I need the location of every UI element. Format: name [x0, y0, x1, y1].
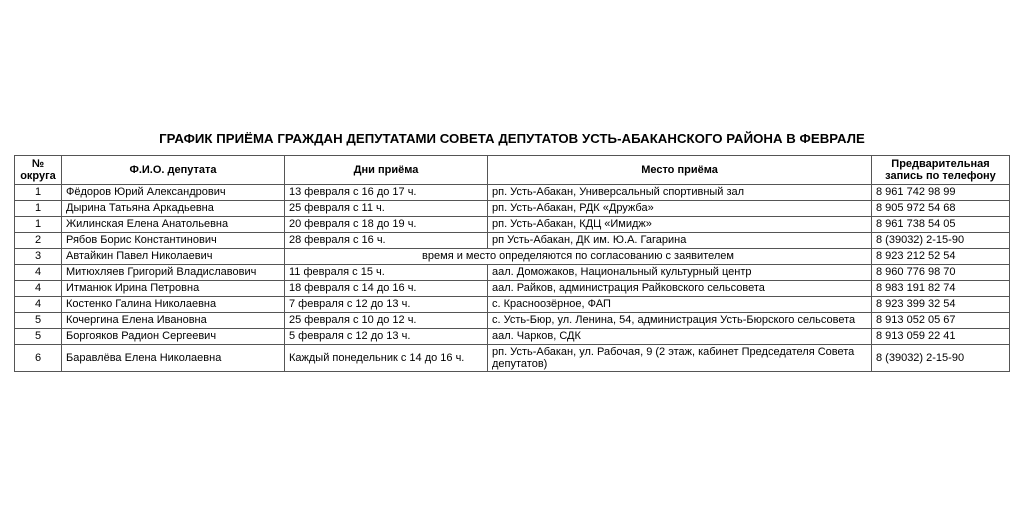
reception-place-cell: рп. Усть-Абакан, РДК «Дружба»: [488, 201, 872, 217]
table-row: [15, 201, 1010, 217]
phone-cell: 8 961 738 54 05: [872, 217, 1010, 233]
phone-cell: 8 (39032) 2-15-90: [872, 233, 1010, 249]
reception-days-cell: 25 февраля с 10 до 12 ч.: [285, 313, 488, 329]
deputy-name-cell: Жилинская Елена Анатольевна: [62, 217, 285, 233]
header-deputy-name: Ф.И.О. депутата: [62, 156, 285, 185]
header-reception-place: Место приёма: [488, 156, 872, 185]
district-number-cell: 4: [15, 281, 62, 297]
phone-cell: 8 983 191 82 74: [872, 281, 1010, 297]
table-row: [15, 313, 1010, 329]
phone-cell: 8 923 399 32 54: [872, 297, 1010, 313]
deputy-name-cell: Автайкин Павел Николаевич: [62, 249, 285, 265]
district-number-cell: 6: [15, 345, 62, 372]
reception-place-cell: с. Усть-Бюр, ул. Ленина, 54, администрация Усть-Бюрского сельсовета: [488, 313, 872, 329]
table-row: [15, 265, 1010, 281]
district-number-cell: 2: [15, 233, 62, 249]
reception-place-cell: рп Усть-Абакан, ДК им. Ю.А. Гагарина: [488, 233, 872, 249]
reception-days-cell: 25 февраля с 11 ч.: [285, 201, 488, 217]
table-row: [15, 217, 1010, 233]
reception-place-cell: рп. Усть-Абакан, Универсальный спортивный зал: [488, 185, 872, 201]
reception-days-cell: 18 февраля с 14 до 16 ч.: [285, 281, 488, 297]
deputy-name-cell: Костенко Галина Николаевна: [62, 297, 285, 313]
reception-place-cell: рп. Усть-Абакан, КДЦ «Имидж»: [488, 217, 872, 233]
table-header-row: [15, 156, 1010, 185]
deputy-name-cell: Фёдоров Юрий Александрович: [62, 185, 285, 201]
table-row: [15, 345, 1010, 372]
district-number-cell: 1: [15, 185, 62, 201]
district-number-cell: 5: [15, 313, 62, 329]
phone-cell: 8 (39032) 2-15-90: [872, 345, 1010, 372]
reception-days-cell: 13 февраля с 16 до 17 ч.: [285, 185, 488, 201]
deputy-name-cell: Митюхляев Григорий Владиславович: [62, 265, 285, 281]
reception-days-cell: 28 февраля с 16 ч.: [285, 233, 488, 249]
header-reception-days: Дни приёма: [285, 156, 488, 185]
table-row: [15, 185, 1010, 201]
reception-days-cell: 20 февраля с 18 до 19 ч.: [285, 217, 488, 233]
deputy-name-cell: Баравлёва Елена Николаевна: [62, 345, 285, 372]
deputy-name-cell: Дырина Татьяна Аркадьевна: [62, 201, 285, 217]
phone-cell: 8 905 972 54 68: [872, 201, 1010, 217]
document-title: ГРАФИК ПРИЁМА ГРАЖДАН ДЕПУТАТАМИ СОВЕТА ДЕПУТАТОВ УСТЬ-АБАКАНСКОГО РАЙОНА В ФЕВРАЛЕ: [159, 131, 865, 146]
district-number-cell: 3: [15, 249, 62, 265]
table-row: [15, 281, 1010, 297]
by-agreement-note-cell: время и место определяются по согласованию с заявителем: [285, 249, 872, 265]
reception-place-cell: аал. Райков, администрация Райковского сельсовета: [488, 281, 872, 297]
table-row: [15, 329, 1010, 345]
table-row: [15, 297, 1010, 313]
district-number-cell: 4: [15, 265, 62, 281]
reception-schedule-table: [14, 155, 1010, 372]
district-number-cell: 4: [15, 297, 62, 313]
reception-days-cell: 5 февраля с 12 до 13 ч.: [285, 329, 488, 345]
header-district-number: № округа: [15, 156, 62, 185]
reception-days-cell: 7 февраля с 12 до 13 ч.: [285, 297, 488, 313]
reception-days-cell: Каждый понедельник с 14 до 16 ч.: [285, 345, 488, 372]
deputy-name-cell: Итманюк Ирина Петровна: [62, 281, 285, 297]
deputy-name-cell: Боргояков Радион Сергеевич: [62, 329, 285, 345]
deputy-name-cell: Рябов Борис Константинович: [62, 233, 285, 249]
reception-place-cell: аал. Чарков, СДК: [488, 329, 872, 345]
header-phone: Предварительная запись по телефону: [872, 156, 1010, 185]
district-number-cell: 1: [15, 201, 62, 217]
phone-cell: 8 913 059 22 41: [872, 329, 1010, 345]
reception-place-cell: с. Красноозёрное, ФАП: [488, 297, 872, 313]
district-number-cell: 1: [15, 217, 62, 233]
phone-cell: 8 913 052 05 67: [872, 313, 1010, 329]
phone-cell: 8 960 776 98 70: [872, 265, 1010, 281]
table-row: [15, 249, 1010, 265]
reception-days-cell: 11 февраля с 15 ч.: [285, 265, 488, 281]
deputy-name-cell: Кочергина Елена Ивановна: [62, 313, 285, 329]
reception-place-cell: аал. Доможаков, Национальный культурный центр: [488, 265, 872, 281]
district-number-cell: 5: [15, 329, 62, 345]
table-row: [15, 233, 1010, 249]
reception-place-cell: рп. Усть-Абакан, ул. Рабочая, 9 (2 этаж, кабинет Председателя Совета депутатов): [488, 345, 872, 372]
phone-cell: 8 961 742 98 99: [872, 185, 1010, 201]
phone-cell: 8 923 212 52 54: [872, 249, 1010, 265]
